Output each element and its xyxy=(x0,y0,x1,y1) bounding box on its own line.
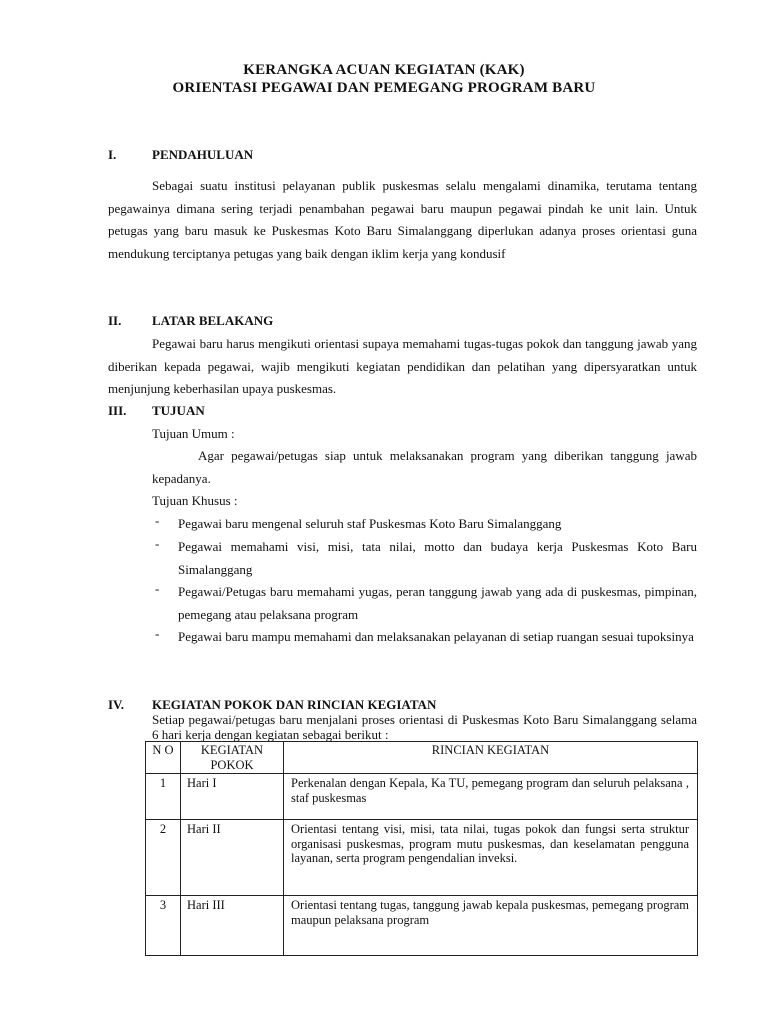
header-no: N O xyxy=(146,742,181,774)
header-kegiatan-pokok: KEGIATAN POKOK xyxy=(181,742,284,774)
section-1-number: I. xyxy=(108,147,117,162)
section-1-title: PENDAHULUAN xyxy=(152,147,254,162)
table-row xyxy=(146,774,698,820)
row-no: 1 xyxy=(146,774,181,820)
section-3-title: TUJUAN xyxy=(152,403,205,418)
table-row xyxy=(146,820,698,896)
bullet-mark: - xyxy=(155,626,160,641)
row-no: 3 xyxy=(146,896,181,956)
section-3-number: III. xyxy=(108,403,127,418)
section-4-number: IV. xyxy=(108,697,125,712)
section-2-title: LATAR BELAKANG xyxy=(152,313,274,328)
section-2-paragraph: Pegawai baru harus mengikuti orientasi supaya memahami tugas-tugas pokok dan tanggung jawab yang diberikan kepada pegawai, wajib mengikuti kegiatan pendidikan dan pelatihan yang dipersyaratkan untuk menjunjung keberhasilan upaya puskesmas. xyxy=(108,336,697,396)
tujuan-khusus-item: Pegawai memahami visi, misi, tata nilai, motto dan budaya kerja Puskesmas Koto Baru Simalanggang xyxy=(178,539,697,577)
row-kegiatan: Hari I xyxy=(181,774,284,820)
row-rincian: Orientasi tentang tugas, tanggung jawab kepala puskesmas, pemegang program maupun pelaksana program xyxy=(284,896,698,956)
section-4-intro: Setiap pegawai/petugas baru menjalani proses orientasi di Puskesmas Koto Baru Simalanggang selama 6 hari kerja dengan kegiatan sebagai berikut : xyxy=(152,712,697,742)
section-1-paragraph: Sebagai suatu institusi pelayanan publik puskesmas selalu mengalami dinamika, terutama tentang pegawainya dimana sering terjadi penambahan pegawai baru maupun pegawai pindah ke unit lain. Untuk petugas yang baru masuk ke Puskesmas Koto Baru Simalanggang diperlukan adanya proses orientasi guna mendukung terciptanya petugas yang baik dengan iklim kerja yang kondusif xyxy=(108,178,697,261)
section-4-title: KEGIATAN POKOK DAN RINCIAN KEGIATAN xyxy=(152,697,437,712)
row-rincian: Perkenalan dengan Kepala, Ka TU, pemegang program dan seluruh pelaksana , staf puskesmas xyxy=(284,774,698,820)
table-row xyxy=(146,896,698,956)
tujuan-umum-text: Agar pegawai/petugas siap untuk melaksanakan program yang diberikan tanggung jawab kepadanya. xyxy=(152,448,697,486)
tujuan-khusus-label: Tujuan Khusus : xyxy=(152,493,238,508)
bullet-mark: - xyxy=(155,581,160,596)
row-rincian: Orientasi tentang visi, misi, tata nilai, tugas pokok dan fungsi serta struktur organisasi puskesmas, program mutu puskesmas, dan keselamatan pengguna layanan, serta program pengendalian inveksi. xyxy=(284,820,698,896)
section-2-number: II. xyxy=(108,313,122,328)
table-header-row xyxy=(146,742,698,774)
tujuan-khusus-item: Pegawai/Petugas baru memahami yugas, peran tanggung jawab yang ada di puskesmas, pimpinan, pemegang atau pelaksana program xyxy=(178,584,697,622)
bullet-mark: - xyxy=(155,536,160,551)
row-no: 2 xyxy=(146,820,181,896)
row-kegiatan: Hari III xyxy=(181,896,284,956)
kegiatan-table xyxy=(145,741,698,956)
doc-title-line2: ORIENTASI PEGAWAI DAN PEMEGANG PROGRAM BARU xyxy=(172,80,596,96)
doc-title-line1: KERANGKA ACUAN KEGIATAN (KAK) xyxy=(243,62,525,78)
bullet-mark: - xyxy=(155,513,160,528)
header-rincian-kegiatan: RINCIAN KEGIATAN xyxy=(284,742,698,774)
tujuan-umum-label: Tujuan Umum : xyxy=(152,426,235,441)
tujuan-khusus-item: Pegawai baru mampu memahami dan melaksanakan pelayanan di setiap ruangan sesuai tupoksinya xyxy=(178,629,694,644)
row-kegiatan: Hari II xyxy=(181,820,284,896)
tujuan-khusus-item: Pegawai baru mengenal seluruh staf Puskesmas Koto Baru Simalanggang xyxy=(178,516,562,531)
